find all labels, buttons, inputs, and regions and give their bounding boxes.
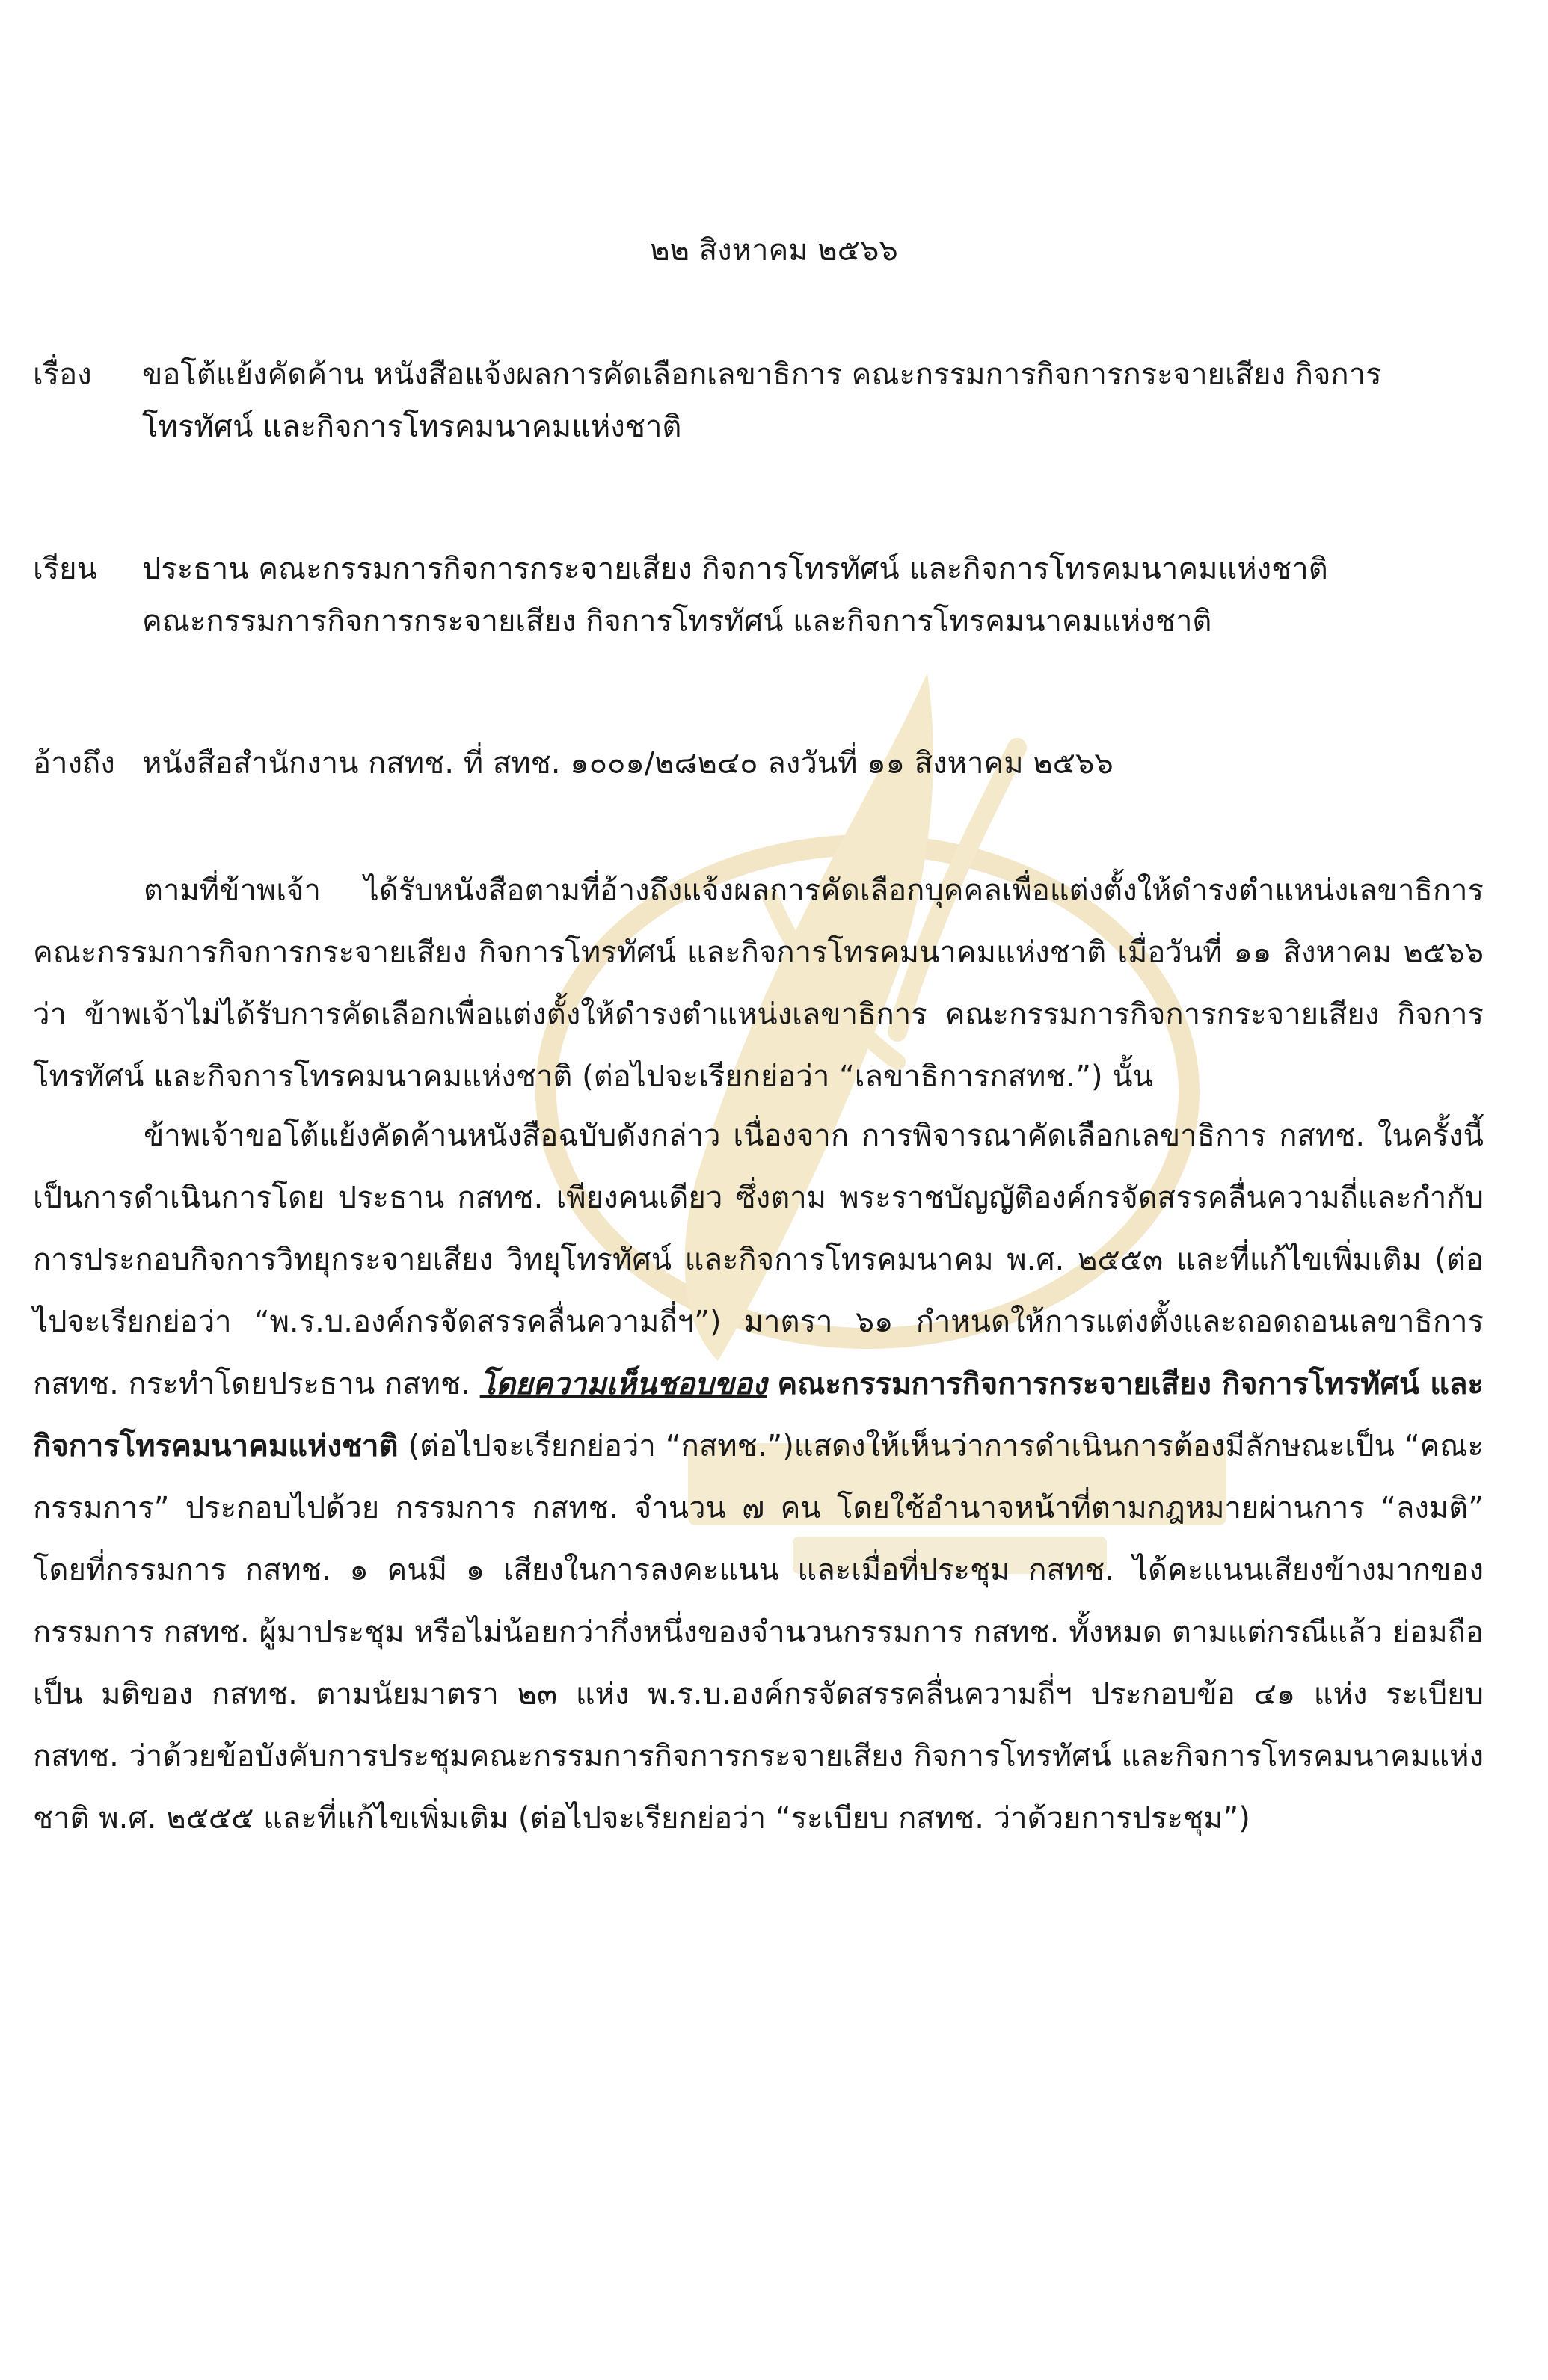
subject-line-1: ขอโต้แย้งคัดค้าน หนังสือแจ้งผลการคัดเลือกเลขาธิการ คณะกรรมการกิจการกระจายเสียง กิจการ xyxy=(142,357,1382,392)
paragraph-2-emphasis-italic: โดยความเห็นชอบของ xyxy=(479,1367,767,1401)
recipient-line-1: ประธาน คณะกรรมการกิจการกระจายเสียง กิจการโทรทัศน์ และกิจการโทรคมนาคมแห่งชาติ xyxy=(142,552,1328,586)
subject-text xyxy=(142,348,1481,453)
paragraph-1: ตามที่ข้าพเจ้า ได้รับหนังสือตามที่อ้างถึงแจ้งผลการคัดเลือกบุคคลเพื่อแต่งตั้งให้ดำรงตำแหน่งเลขาธิการ คณะกรรมการกิจการกระจายเสียง กิจการโทรทัศน์ และกิจการโทรคมนาคมแห่งชาติ เมื่อวันที่ ๑๑ สิงหาคม ๒๕๖๖ ว่า ข้าพเจ้าไม่ได้รับการคัดเลือกเพื่อแต่งตั้งให้ดำรงตำแหน่งเลขาธิการ คณะกรรมการกิจการกระจายเสียง กิจการโทรทัศน์ และกิจการโทรคมนาคมแห่งชาติ (ต่อไปจะเรียกย่อว่า “เลขาธิการกสทช.”) นั้น xyxy=(33,873,1484,1094)
paragraph-2-part-2: (ต่อไปจะเรียกย่อว่า “กสทช.”)แสดงให้เห็นว่าการดำเนินการต้องมีลักษณะเป็น “คณะกรรมการ” ประกอบไปด้วย กรรมการ กสทช. จำนวน ๗ คน โดยใช้อำนาจหน้าที่ตามกฎหมายผ่านการ “ลงมติ” โดยที่กรรมการ กสทช. ๑ คนมี ๑ เสียงในการลงคะแนน และเมื่อที่ประชุม กสทช. ได้คะแนนเสียงข้างมากของกรรมการ กสทช. ผู้มาประชุม หรือไม่น้อยกว่ากึ่งหนึ่งของจำนวนกรรมการ กสทช. ทั้งหมด ตามแต่กรณีแล้ว ย่อมถือเป็น มติของ กสทช. ตามนัยมาตรา ๒๓ แห่ง พ.ร.บ.องค์กรจัดสรรคลื่นความถี่ฯ ประกอบข้อ ๔๑ แห่ง ระเบียบ กสทช. ว่าด้วยข้อบังคับการประชุมคณะกรรมการกิจการกระจายเสียง กิจการโทรทัศน์ และกิจการโทรคมนาคมแห่งชาติ พ.ศ. ๒๕๕๕ และที่แก้ไขเพิ่มเติม (ต่อไปจะเรียกย่อว่า “ระเบียบ กสทช. ว่าด้วยการประชุม”) xyxy=(33,1429,1484,1836)
recipient-line-2: คณะกรรมการกิจการกระจายเสียง กิจการโทรทัศน์ และกิจการโทรคมนาคมแห่งชาติ xyxy=(142,604,1212,639)
recipient-label: เรียน xyxy=(33,552,97,586)
recipient-text xyxy=(142,543,1481,648)
reference-text: หนังสือสำนักงาน กสทช. ที่ สทช. ๑๐๐๑/๒๘๒๔๐ ลงวันที่ ๑๑ สิงหาคม ๒๕๖๖ xyxy=(142,746,1114,781)
paragraph-2-emphasis-bold: คณะกรรมการกิจการกระจายเสียง กิจการโทรทัศน์ และกิจการโทรคมนาคมแห่งชาติ xyxy=(33,1367,1484,1463)
letter-date: ๒๒ สิงหาคม ๒๕๖๖ xyxy=(650,233,898,268)
subject-line-2: โทรทัศน์ และกิจการโทรคมนาคมแห่งชาติ xyxy=(142,410,682,444)
reference-label: อ้างถึง xyxy=(33,746,115,781)
paragraph-2 xyxy=(33,1105,1484,1850)
subject-label: เรื่อง xyxy=(33,357,92,392)
paragraph-2-part-1: ข้าพเจ้าขอโต้แย้งคัดค้านหนังสือฉบับดังกล่าว เนื่องจาก การพิจารณาคัดเลือกเลขาธิการ กสทช. ในครั้งนี้ เป็นการดำเนินการโดย ประธาน กสทช. เพียงคนเดียว ซึ่งตาม พระราชบัญญัติองค์กรจัดสรรคลื่นความถี่และกำกับการประกอบกิจการวิทยุกระจายเสียง วิทยุโทรทัศน์ และกิจการโทรคมนาคม พ.ศ. ๒๕๕๓ และที่แก้ไขเพิ่มเติม (ต่อไปจะเรียกย่อว่า “พ.ร.บ.องค์กรจัดสรรคลื่นความถี่ฯ”) มาตรา ๖๑ กำหนดให้การแต่งตั้งและถอดถอนเลขาธิการ กสทช. กระทำโดยประธาน กสทช. xyxy=(33,1119,1484,1401)
